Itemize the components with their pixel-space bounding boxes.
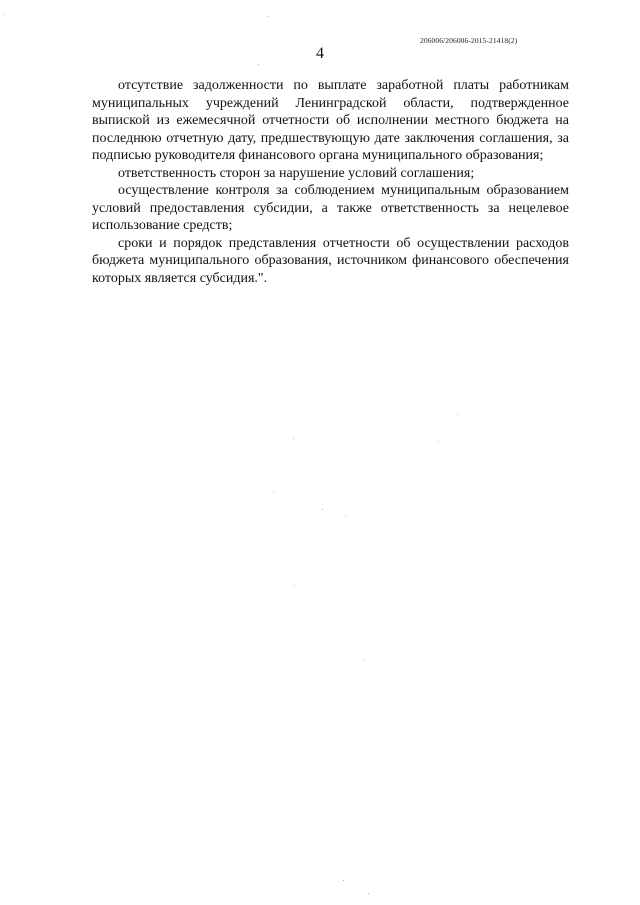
body-text [92,77,569,287]
paragraph-control: осуществление контроля за соблюдением муниципальным образованием условий предоставления субсидии, а также ответственность за нецелевое использование средств; [92,183,569,233]
paragraph-reporting: сроки и порядок представления отчетности об осуществлении расходов бюджета муниципального образования, источником финансового обеспечения которых является субсидия.". [92,235,569,286]
paragraph-responsibility: ответственность сторон за нарушение условий соглашения; [118,165,475,181]
page-number: 4 [316,45,324,62]
scan-speck [343,880,344,881]
scan-speck [258,64,259,65]
scan-speck [368,893,369,894]
scan-speck [322,509,323,510]
scan-speck [293,438,294,439]
scan-speck [438,441,439,442]
document-id: 206006/206006-2015-21418(2) [420,36,518,45]
paragraph-arrears: отсутствие задолженности по выплате заработной платы работникам муниципальных учреждений Ленинградской области, подтвержденное выпиской из ежемесячной отчетности об исполнении местного бюджета на последнюю отчетную дату, предшествующую дате заключения соглашения, за подписью руководителя финансового органа муниципального образования; [92,78,569,163]
scan-speck [268,16,269,17]
scan-speck [457,414,458,415]
scan-speck [294,585,295,586]
scan-speck [4,14,5,15]
scan-speck [345,516,346,517]
scan-speck [363,659,364,660]
scan-speck [273,491,274,492]
